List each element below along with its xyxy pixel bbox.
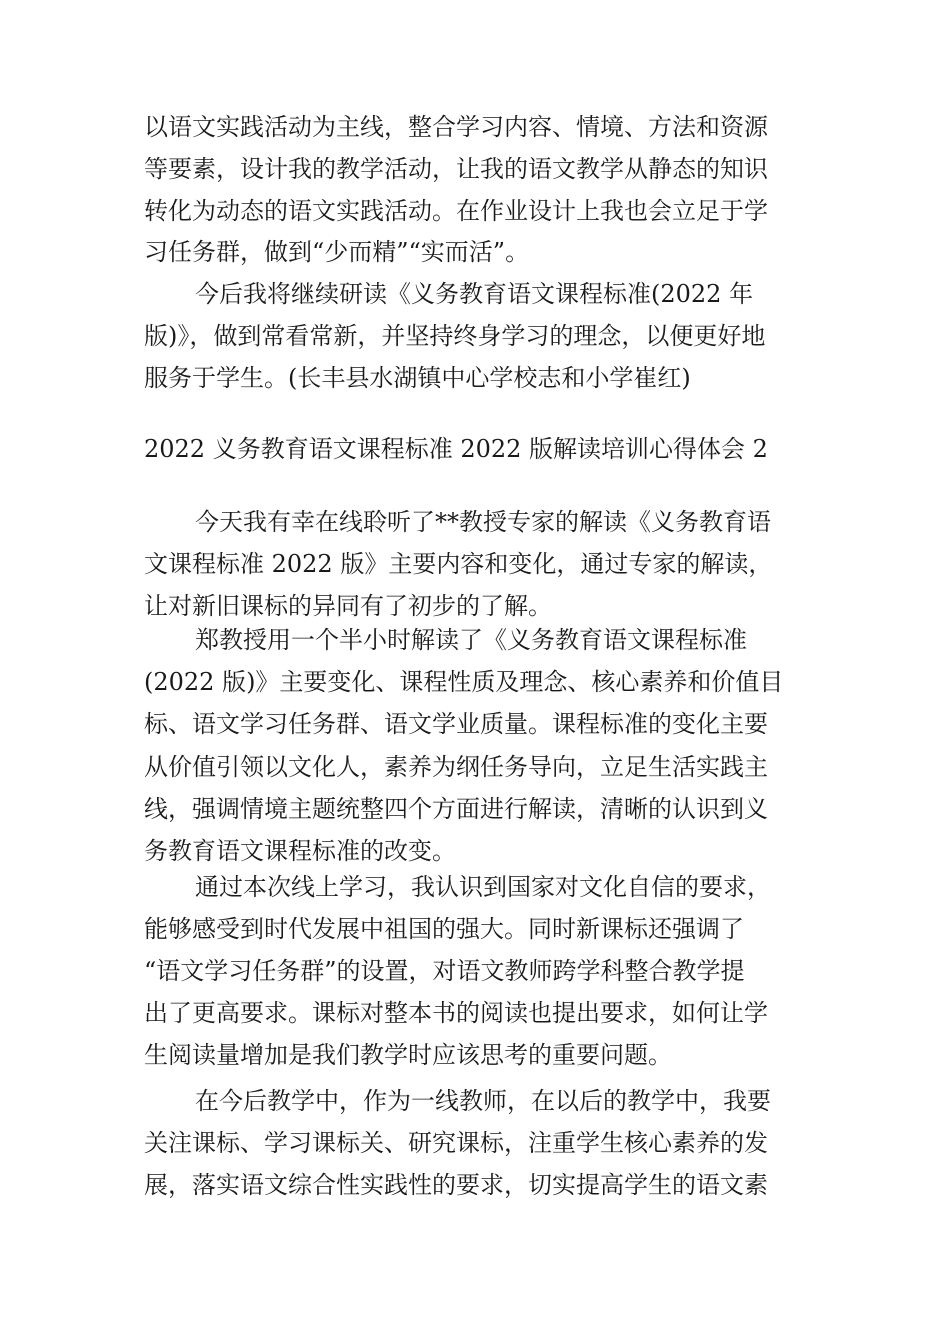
paragraph-line: 等要素，设计我的教学活动，让我的语文教学从静态的知识 [144,155,768,183]
paragraph-line: 能够感受到时代发展中祖国的强大。同时新课标还强调了 [144,915,744,943]
paragraph-line: 生阅读量增加是我们教学时应该思考的重要问题。 [144,1041,672,1069]
paragraph-line: 郑教授用一个半小时解读了《义务教育语文课程标准 [195,626,747,654]
paragraph-line: 在今后教学中，作为一线教师，在以后的教学中，我要 [195,1087,771,1115]
paragraph-line: 从价值引领以文化人，素养为纲任务导向，立足生活实践主 [144,753,768,781]
paragraph-line: 以语文实践活动为主线，整合学习内容、情境、方法和资源 [144,113,768,141]
paragraph-line: 通过本次线上学习，我认识到国家对文化自信的要求， [195,873,771,901]
paragraph-line: 出了更高要求。课标对整本书的阅读也提出要求，如何让学 [144,999,768,1027]
paragraph-line: (2022 版)》主要变化、课程性质及理念、核心素养和价值目 [144,668,784,696]
paragraph-line: 关注课标、学习课标关、研究课标，注重学生核心素养的发 [144,1129,768,1157]
paragraph-line: 转化为动态的语文实践活动。在作业设计上我也会立足于学 [144,197,768,225]
paragraph-line: 标、语文学习任务群、语文学业质量。课程标准的变化主要 [144,710,768,738]
paragraph-line: 版)》，做到常看常新，并坚持终身学习的理念，以便更好地 [144,322,766,350]
paragraph-line: “语文学习任务群”的设置，对语文教师跨学科整合教学提 [144,957,745,985]
paragraph-line: 务教育语文课程标准的改变。 [144,837,456,865]
section-heading: 2022 义务教育语文课程标准 2022 版解读培训心得体会 2 [144,435,768,463]
paragraph-line: 服务于学生。(长丰县水湖镇中心学校志和小学崔红) [144,364,691,392]
paragraph-line: 展，落实语文综合性实践性的要求，切实提高学生的语文素 [144,1171,768,1199]
paragraph-line: 习任务群，做到“少而精”“实而活”。 [144,238,530,266]
paragraph-line: 让对新旧课标的异同有了初步的了解。 [144,592,552,620]
paragraph-line: 文课程标准 2022 版》主要内容和变化，通过专家的解读， [144,550,773,578]
paragraph-line: 今天我有幸在线聆听了**教授专家的解读《义务教育语 [195,508,771,536]
paragraph-line: 今后我将继续研读《义务教育语文课程标准(2022 年 [195,280,754,308]
paragraph-line: 线，强调情境主题统整四个方面进行解读，清晰的认识到义 [144,795,768,823]
